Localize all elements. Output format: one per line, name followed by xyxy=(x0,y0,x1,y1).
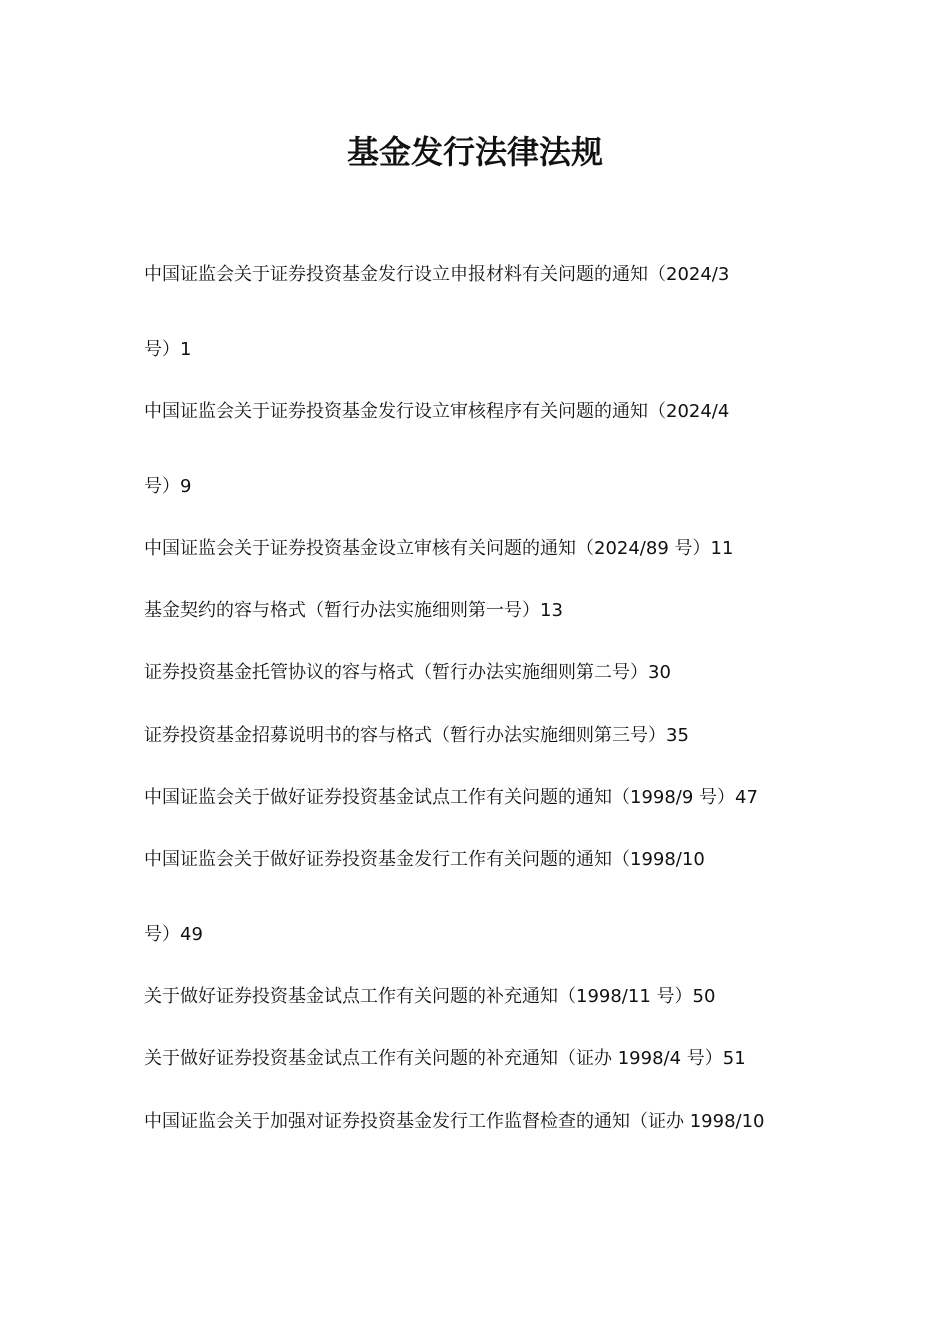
document-title: 基金发行法律法规 xyxy=(346,133,603,171)
toc-entry-10: 关于做好证券投资基金试点工作有关问题的补充通知（证办 1998/4 号）51 xyxy=(144,1048,746,1069)
toc-entry-11: 中国证监会关于加强对证券投资基金发行工作监督检查的通知（证办 1998/10 xyxy=(144,1111,765,1132)
toc-entry-5: 证券投资基金托管协议的容与格式（暂行办法实施细则第二号）30 xyxy=(144,662,671,683)
toc-entry-7: 中国证监会关于做好证券投资基金试点工作有关问题的通知（1998/9 号）47 xyxy=(144,787,758,808)
toc-entry-6: 证券投资基金招募说明书的容与格式（暂行办法实施细则第三号）35 xyxy=(144,725,689,746)
toc-entry-4: 基金契约的容与格式（暂行办法实施细则第一号）13 xyxy=(144,600,563,621)
toc-entry-2-line-1: 中国证监会关于证券投资基金发行设立审核程序有关问题的通知（2024/4 xyxy=(144,401,730,422)
toc-entry-8-line-2: 号）49 xyxy=(144,924,203,945)
toc-entry-2-line-2: 号）9 xyxy=(144,476,192,497)
toc-entry-1-line-1: 中国证监会关于证券投资基金发行设立申报材料有关问题的通知（2024/3 xyxy=(144,264,730,285)
toc-entry-8-line-1: 中国证监会关于做好证券投资基金发行工作有关问题的通知（1998/10 xyxy=(144,849,705,870)
toc-entry-9: 关于做好证券投资基金试点工作有关问题的补充通知（1998/11 号）50 xyxy=(144,986,716,1007)
toc-entry-1-line-2: 号）1 xyxy=(144,339,192,360)
toc-entry-3: 中国证监会关于证券投资基金设立审核有关问题的通知（2024/89 号）11 xyxy=(144,538,734,559)
